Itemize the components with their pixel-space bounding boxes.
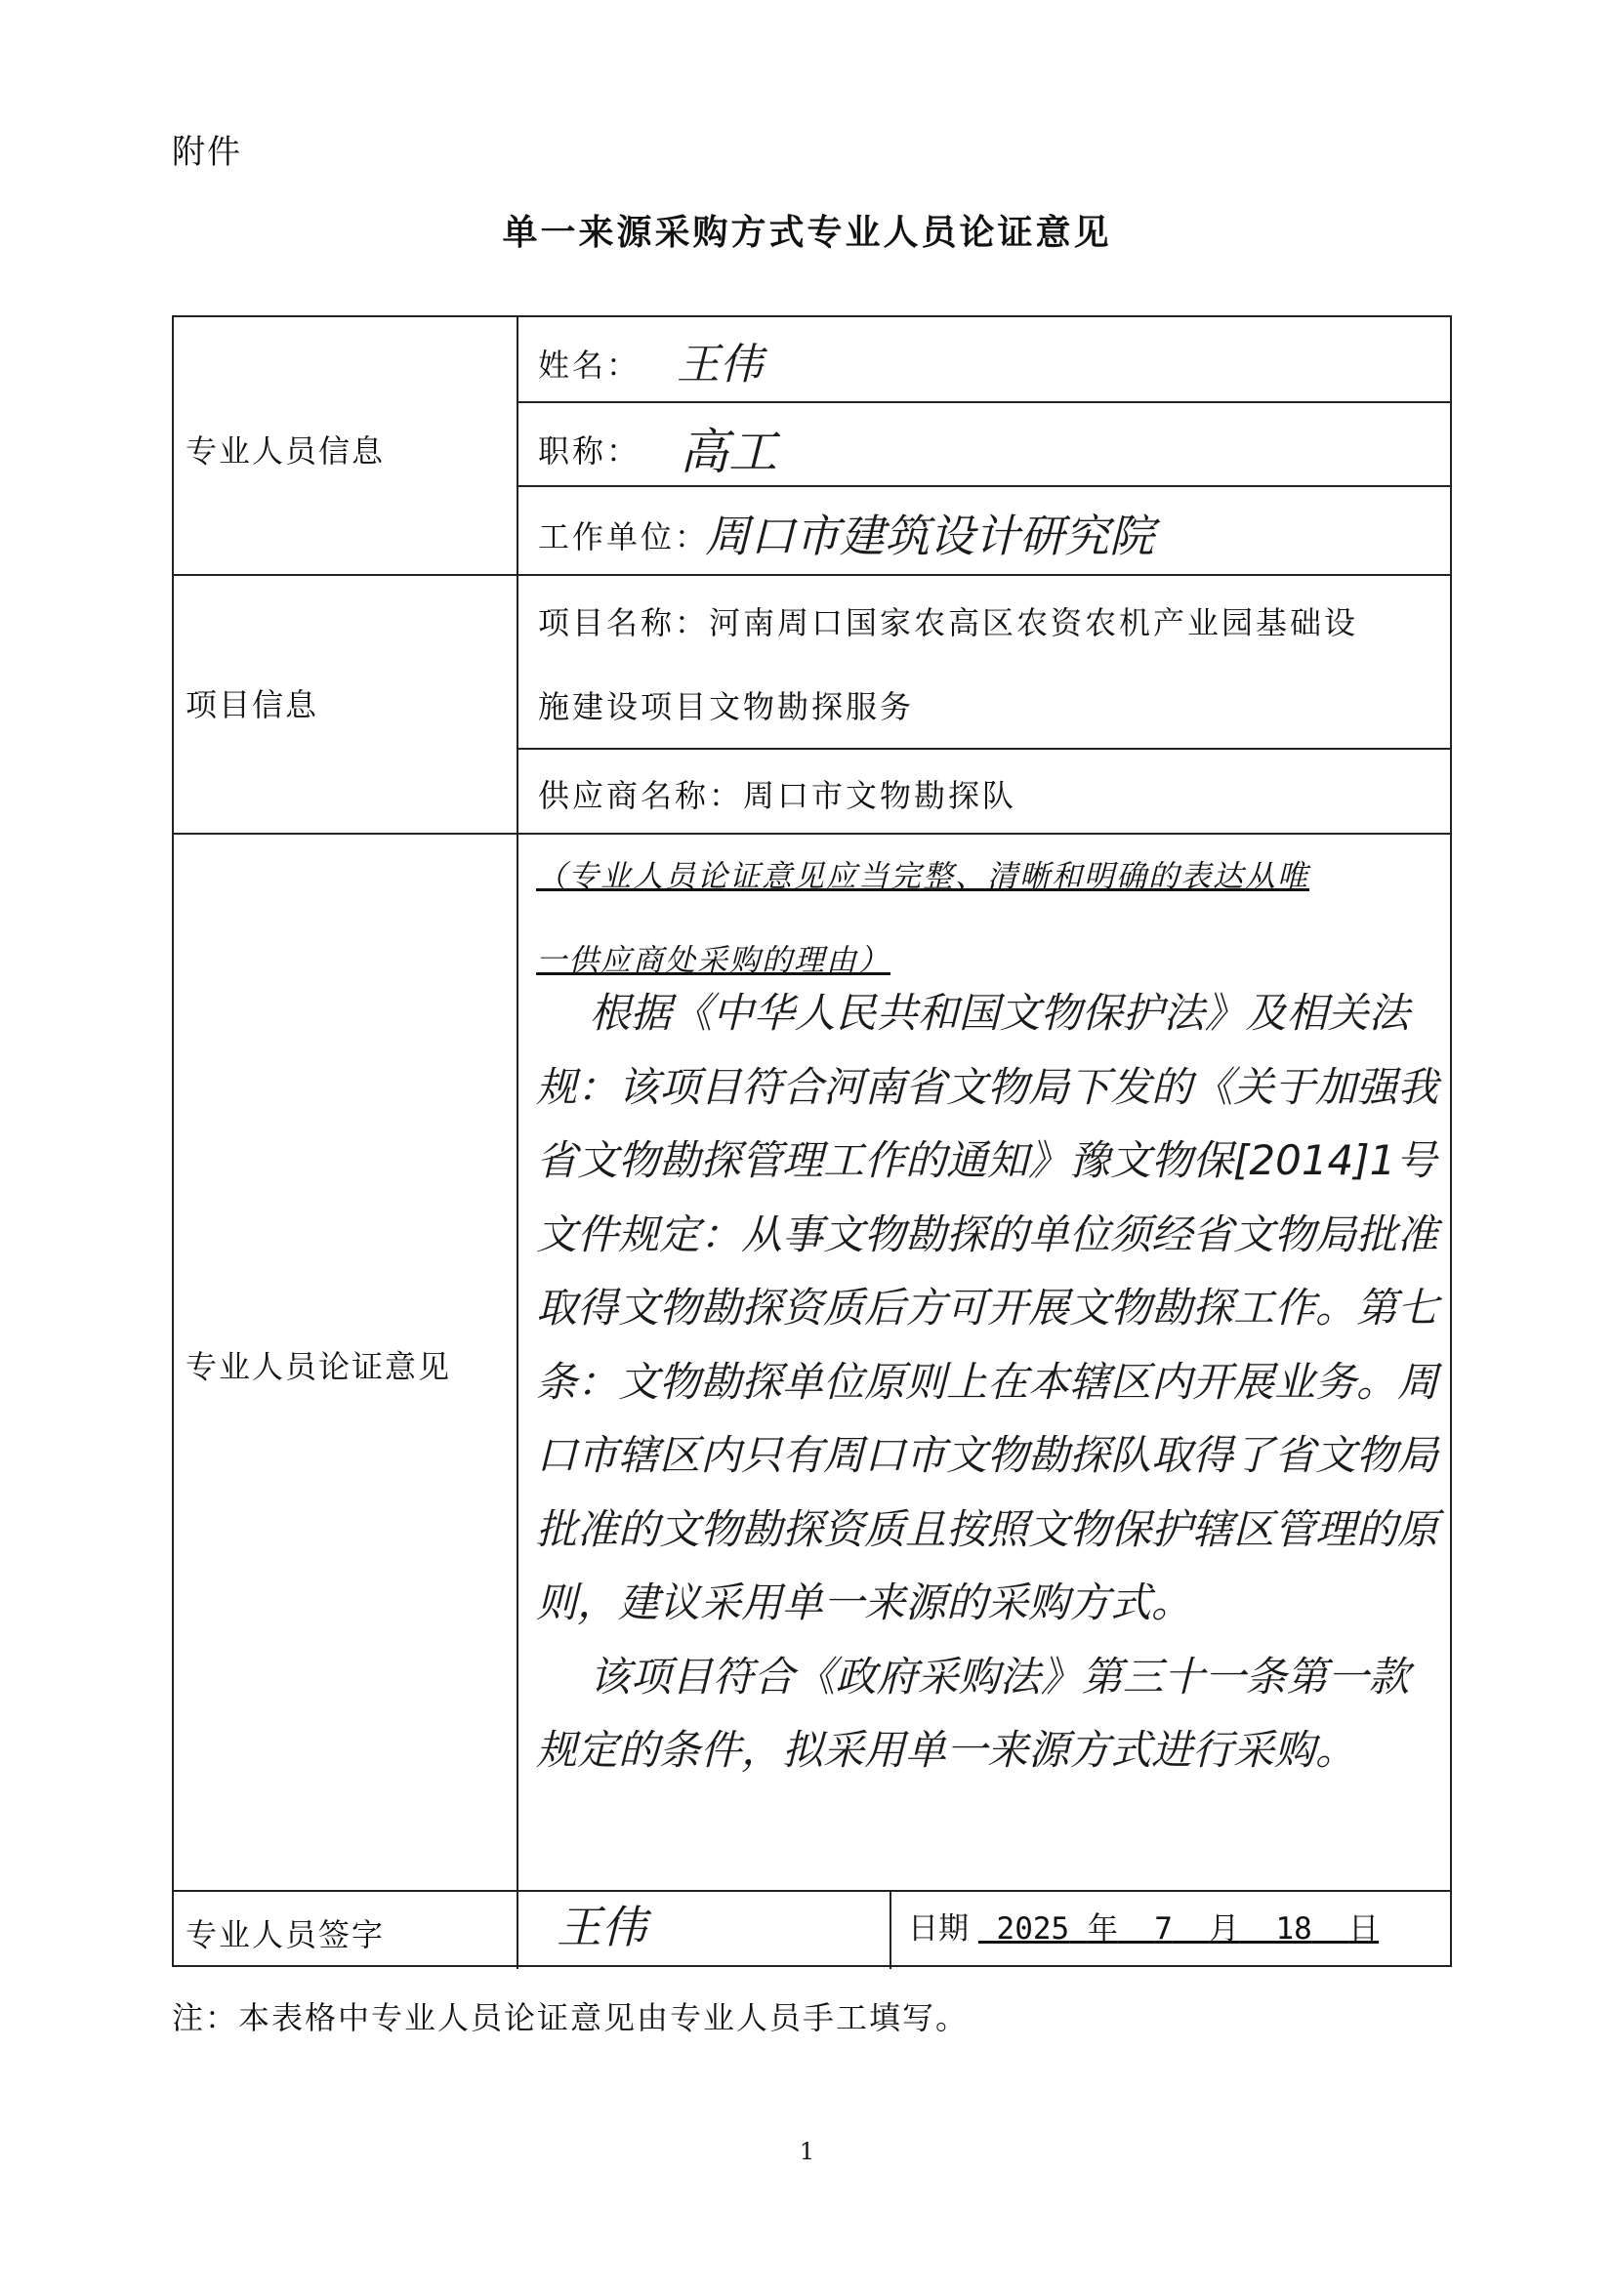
date-value (978, 1911, 1379, 1947)
row-divider-title (517, 485, 1452, 487)
job-title-label: 职称： (538, 432, 641, 470)
personnel-section-label: 专业人员信息 (186, 432, 386, 470)
date-month: 7 (1154, 1911, 1173, 1947)
opinion-guidance-line1: （专业人员论证意见应当完整、清晰和明确的表达从唯 (536, 859, 1309, 894)
signature-label: 专业人员签字 (186, 1916, 386, 1953)
column-divider (517, 317, 518, 1969)
date-label: 日期 (908, 1911, 969, 1947)
row-divider-project (174, 833, 1452, 835)
page-number: 1 (799, 2138, 815, 2165)
signature-date-divider (890, 1890, 891, 1969)
name-label: 姓名： (538, 347, 641, 384)
opinion-guidance-line2: 一供应商处采购的理由） (536, 943, 890, 978)
row-divider-opinion (174, 1890, 1452, 1892)
opinion-body (536, 976, 1444, 1787)
row-divider-name (517, 401, 1452, 403)
job-title-value: 高工 (680, 424, 777, 480)
date-year: 2025 (996, 1911, 1070, 1947)
date-year-unit: 年 (1087, 1911, 1118, 1947)
date-day-unit: 日 (1348, 1911, 1380, 1947)
row-divider-project-name (517, 748, 1452, 750)
supplier-name: 供应商名称：周口市文物勘探队 (538, 777, 1017, 814)
opinion-paragraph-2: 该项目符合《政府采购法》第三十一条第一款规定的条件，拟采用单一来源方式进行采购。 (536, 1652, 1410, 1774)
form-title: 单一来源采购方式专业人员论证意见 (502, 212, 1112, 253)
project-name-line1: 项目名称：河南周口国家农高区农资农机产业园基础设 (538, 604, 1359, 641)
project-section-label: 项目信息 (186, 686, 319, 723)
work-unit-value: 周口市建筑设计研究院 (705, 510, 1154, 562)
annex-label: 附件 (172, 133, 242, 172)
footnote: 注：本表格中专业人员论证意见由专业人员手工填写。 (172, 1999, 970, 2036)
work-unit-label: 工作单位： (538, 518, 710, 555)
date-month-unit: 月 (1209, 1911, 1240, 1947)
opinion-paragraph-1: 根据《中华人民共和国文物保护法》及相关法规：该项目符合河南省文物局下发的《关于加强我省文物勘探管理工作的通知》豫文物保[2014]1号文件规定：从事文物勘探的单位须经省文物局批准取得文物勘探资质后方可开展文物勘探工作。第七条：文物勘探单位原则上在本辖区内开展业务。周口市辖区内只有周口市文物勘探队取得了省文物局批准的文物勘探资质且按照文物保护辖区管理的原则，建议采用单一来源的采购方式。 (536, 989, 1439, 1626)
signature-handwriting: 王伟 (557, 1901, 646, 1953)
date-field (908, 1904, 1379, 1948)
name-value: 王伟 (677, 340, 763, 390)
project-name-line2: 施建设项目文物勘探服务 (538, 688, 915, 725)
date-day: 18 (1275, 1911, 1312, 1947)
row-divider-personnel (174, 574, 1452, 576)
opinion-section-label: 专业人员论证意见 (186, 1348, 452, 1385)
